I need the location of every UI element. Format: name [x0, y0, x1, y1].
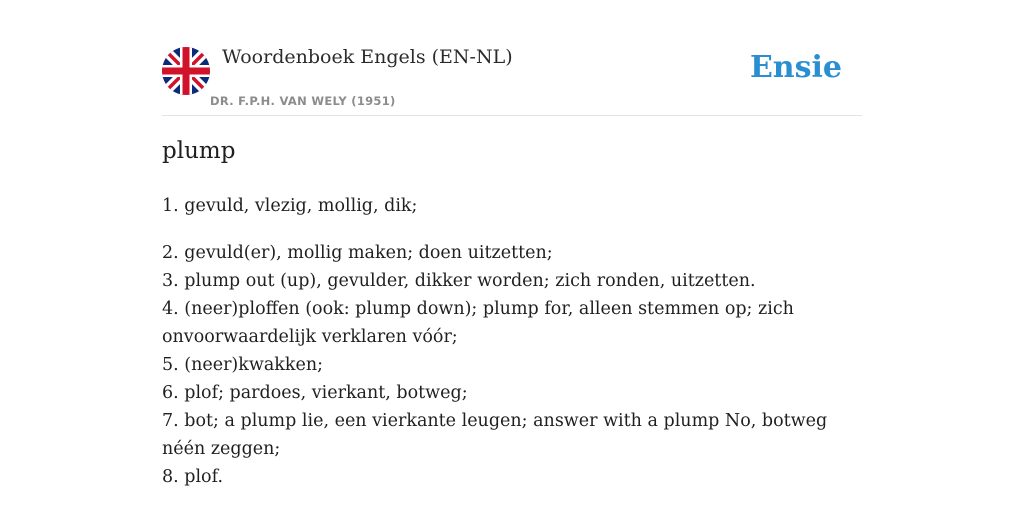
definition-item: 4. (neer)ploffen (ook: plump down); plump for, alleen stemmen op; zich onvoorwaardelijk verklaren vóór; — [162, 299, 794, 347]
definition-item: 3. plump out (up), gevulder, dikker worden; zich ronden, uitzetten. — [162, 271, 756, 291]
uk-flag-icon — [162, 47, 210, 95]
ensie-logo[interactable]: Ensie — [749, 50, 842, 85]
definition-item: 7. bot; a plump lie, een vierkante leugen; answer with a plump No, botweg néén zeggen; — [162, 411, 828, 459]
dictionary-author: DR. F.P.H. VAN WELY (1951) — [210, 94, 396, 108]
dictionary-header — [162, 44, 862, 116]
definition-item: 8. plof. — [162, 467, 224, 487]
dictionary-title[interactable]: Woordenboek Engels (EN-NL) — [222, 46, 513, 68]
definition-list — [162, 192, 852, 491]
definition-item: 5. (neer)kwakken; — [162, 355, 324, 375]
headword: plump — [162, 138, 236, 164]
definition-item: 2. gevuld(er), mollig maken; doen uitzetten; — [162, 243, 553, 263]
definition-item: 6. plof; pardoes, vierkant, botweg; — [162, 383, 468, 403]
definition-item: 1. gevuld, vlezig, mollig, dik; — [162, 196, 418, 216]
